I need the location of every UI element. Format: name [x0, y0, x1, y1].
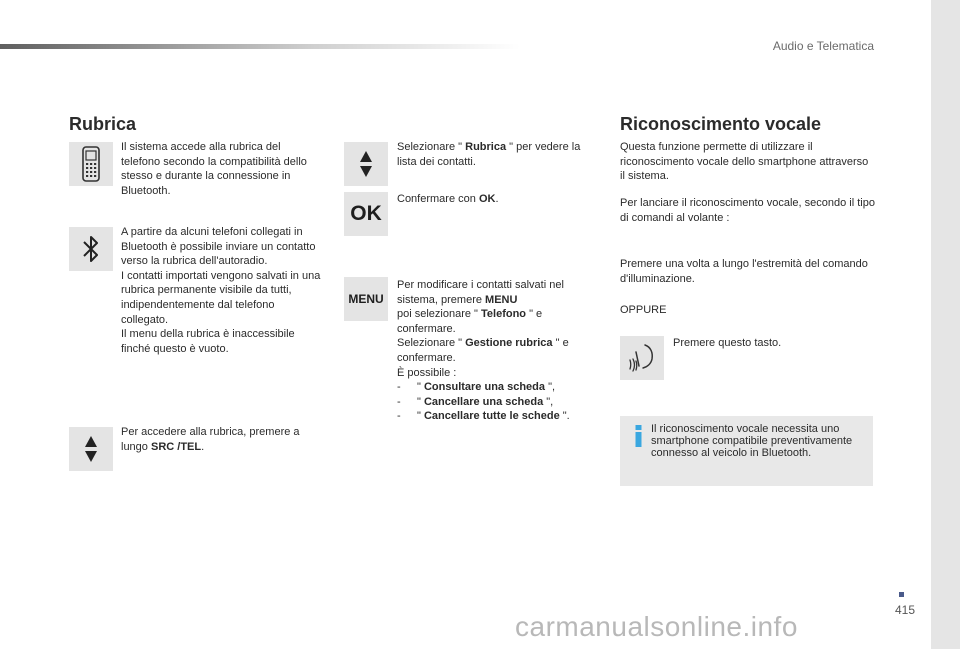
voice-command-icon — [625, 341, 659, 375]
voice-text-oppure: OPPURE — [620, 304, 667, 316]
rubrica-text-2 — [121, 225, 321, 356]
voice-recognition-title: Riconoscimento vocale — [620, 114, 822, 134]
section-title: Audio e Telematica — [772, 39, 874, 53]
page-marker — [899, 592, 904, 597]
menu-button-icon — [344, 277, 388, 321]
ok-button-icon — [344, 192, 388, 236]
rubrica-text-3: Per accedere alla rubrica, premere a lungo SRC /TEL. — [121, 426, 300, 453]
list-item: - " Cancellare una scheda ", — [397, 395, 602, 410]
voice-button-icon-box — [620, 336, 664, 380]
menu-label: MENU — [348, 292, 384, 306]
info-box — [620, 416, 873, 486]
rubrica-text-2-p2: I contatti importati vengono salvati in una rubrica permanente visibile da tutti, indipendentemente dal telefono collegato. — [121, 269, 321, 326]
rubrica-text-1: Il sistema accede alla rubrica del telefono secondo la compatibilità dello stesso e durante la connessione in Bluetooth. — [121, 141, 307, 197]
list-item: - " Consultare una scheda ", — [397, 380, 602, 395]
watermark: carmanualsonline.info — [515, 611, 798, 642]
up-down-arrows-icon — [85, 436, 97, 462]
src-tel-label: SRC /TEL — [150, 440, 202, 453]
middle-text-3: Per modificare i contatti salvati nel sistema, premere MENU poi selezionare " Telefono " e confermare. Selezionare " Gestione rubrica " e confermare. È possibile : - " Consultare una scheda ", - " Cancellare una scheda ", - " Cancellare tutte le schede ". — [397, 278, 602, 424]
info-icon — [634, 425, 643, 447]
middle-text-1: Selezionare " Rubrica " per vedere la lista dei contatti. — [397, 141, 581, 168]
up-down-arrows-icon — [360, 151, 372, 177]
up-down-icon-box-2 — [344, 142, 388, 186]
side-band — [931, 0, 960, 649]
header-gradient-bar — [0, 44, 520, 49]
ok-label: OK — [350, 202, 382, 225]
page-number: 415 — [895, 603, 916, 617]
list-item: - " Cancellare tutte le schede ". — [397, 409, 602, 424]
voice-text-3: Premere una volta a lungo l'estremità del comando d'illuminazione. — [620, 258, 868, 285]
rubrica-title: Rubrica — [69, 114, 137, 134]
options-list — [397, 380, 602, 424]
rubrica-text-2-p1: A partire da alcuni telefoni collegati in Bluetooth è possibile inviare un contatto verso la rubrica dell'autoradio. — [121, 226, 316, 268]
info-text: Il riconoscimento vocale necessita uno smartphone compatibile preventivamente connesso al veicolo in Bluetooth. — [651, 423, 853, 459]
voice-text-2: Per lanciare il riconoscimento vocale, secondo il tipo di comandi al volante : — [620, 197, 875, 224]
phone-icon-box — [69, 142, 113, 186]
bluetooth-icon-box — [69, 227, 113, 271]
rubrica-text-2-p3: Il menu della rubrica è inaccessibile finché questo è vuoto. — [121, 328, 295, 355]
bluetooth-icon — [81, 233, 101, 265]
mobile-phone-icon — [80, 146, 102, 182]
voice-text-5: Premere questo tasto. — [673, 337, 782, 349]
middle-text-2: Confermare con OK. — [397, 193, 499, 205]
up-down-icon-box — [69, 427, 113, 471]
voice-text-1: Questa funzione permette di utilizzare il riconoscimento vocale dello smartphone attraverso il sistema. — [620, 141, 869, 183]
